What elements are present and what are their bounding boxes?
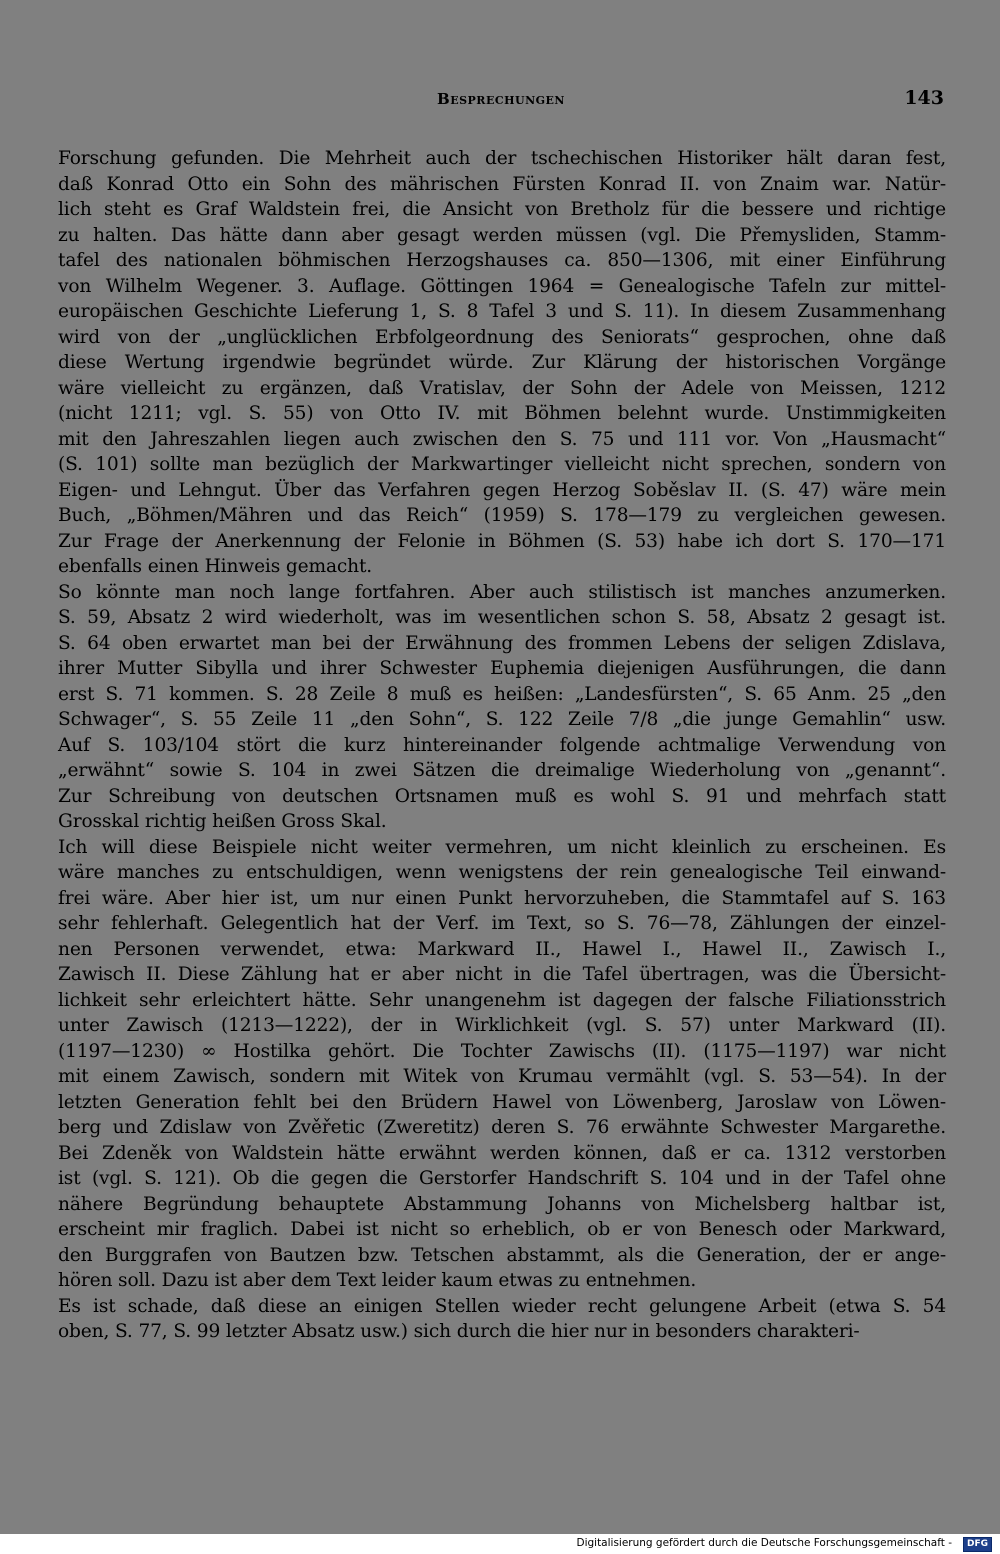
- paragraph: [58, 146, 946, 580]
- text-line: den Burggrafen von Bautzen bzw. Tetschen abstammt, als die Generation, der er ange-: [58, 1244, 946, 1266]
- text-line: (S. 101) sollte man bezüglich der Markwartinger vielleicht nicht sprechen, sondern von: [58, 454, 946, 475]
- text-line: „erwähnt“ sowie S. 104 in zwei Sätzen die dreimalige Wiederholung von „genannt“.: [58, 760, 946, 781]
- text-line: tafel des nationalen böhmischen Herzogshauses ca. 850—1306, mit einer Einführung: [58, 250, 946, 271]
- text-line: wäre manches zu entschuldigen, wenn wenigstens der rein genealogische Teil einwand-: [58, 862, 946, 883]
- text-line: erscheint mir fraglich. Dabei ist nicht so erheblich, ob er von Benesch oder Markward,: [58, 1219, 946, 1240]
- text-line: sehr fehlerhaft. Gelegentlich hat der Verf. im Text, so S. 76—78, Zählungen der einzel-: [58, 913, 946, 934]
- text-line: Zur Frage der Anerkennung der Felonie in Böhmen (S. 53) habe ich dort S. 170—171: [58, 530, 946, 552]
- text-line: erst S. 71 kommen. S. 28 Zeile 8 muß es heißen: „Landesfürsten“, S. 65 Anm. 25 „den: [58, 683, 946, 705]
- text-line: europäischen Geschichte Lieferung 1, S. 8 Tafel 3 und S. 11). In diesem Zusammenhang: [58, 301, 946, 322]
- text-line: Grosskal richtig heißen Gross Skal.: [58, 811, 387, 832]
- text-line: ebenfalls einen Hinweis gemacht.: [58, 556, 373, 577]
- text-line: letzten Generation fehlt bei den Brüdern Hawel von Löwenberg, Jaroslaw von Löwen-: [58, 1091, 946, 1113]
- text-line: Zur Schreibung von deutschen Ortsnamen muß es wohl S. 91 und mehrfach statt: [58, 785, 946, 807]
- text-line: ist (vgl. S. 121). Ob die gegen die Gerstorfer Handschrift S. 104 und in der Tafel ohne: [58, 1168, 946, 1189]
- text-line: hören soll. Dazu ist aber dem Text leider kaum etwas zu entnehmen.: [58, 1270, 697, 1291]
- text-line: Forschung gefunden. Die Mehrheit auch der tschechischen Historiker hält daran fest,: [58, 148, 946, 169]
- text-line: lich steht es Graf Waldstein frei, die Ansicht von Bretholz für die bessere und richtige: [58, 199, 946, 220]
- paragraph: [58, 1294, 946, 1345]
- text-line: wird von der „unglücklichen Erbfolgeordnung des Seniorats“ gesprochen, ohne daß: [58, 326, 946, 348]
- text-line: Schwager“, S. 55 Zeile 11 „den Sohn“, S. 122 Zeile 7/8 „die junge Gemahlin“ usw.: [58, 709, 946, 730]
- text-line: (nicht 1211; vgl. S. 55) von Otto IV. mit Böhmen belehnt wurde. Unstimmigkeiten: [58, 403, 946, 424]
- body-text: [58, 146, 946, 1345]
- text-line: Bei Zdeněk von Waldstein hätte erwähnt werden können, daß er ca. 1312 verstorben: [58, 1142, 946, 1164]
- page-header-title: Besprechungen: [437, 90, 565, 108]
- text-line: daß Konrad Otto ein Sohn des mährischen Fürsten Konrad II. von Znaim war. Natür-: [58, 173, 946, 195]
- text-line: lichkeit sehr erleichtert hätte. Sehr unangenehm ist dagegen der falsche Filiationsstrich: [58, 989, 946, 1011]
- text-line: mit einem Zawisch, sondern mit Witek von Krumau vermählt (vgl. S. 53—54). In der: [58, 1066, 946, 1087]
- text-line: diese Wertung irgendwie begründet würde. Zur Klärung der historischen Vorgänge: [58, 352, 946, 373]
- footer-bar: [0, 1534, 1000, 1554]
- text-line: Eigen- und Lehngut. Über das Verfahren gegen Herzog Soběslav II. (S. 47) wäre mein: [58, 479, 946, 501]
- text-line: oben, S. 77, S. 99 letzter Absatz usw.) sich durch die hier nur in besonders charakteri-: [58, 1321, 860, 1342]
- text-line: S. 64 oben erwartet man bei der Erwähnung des frommen Lebens der seligen Zdislava,: [58, 632, 946, 654]
- text-line: ihrer Mutter Sibylla und ihrer Schwester Euphemia diejenigen Ausführungen, die dann: [58, 658, 946, 679]
- text-line: So könnte man noch lange fortfahren. Aber auch stilistisch ist manches anzumerken.: [58, 581, 946, 603]
- text-line: Auf S. 103/104 stört die kurz hintereinander folgende achtmalige Verwendung von: [58, 734, 946, 756]
- text-line: S. 59, Absatz 2 wird wiederholt, was im wesentlichen schon S. 58, Absatz 2 gesagt ist.: [58, 607, 946, 628]
- text-line: frei wäre. Aber hier ist, um nur einen Punkt hervorzuheben, die Stammtafel auf S. 163: [58, 887, 946, 909]
- text-line: Buch, „Böhmen/Mähren und das Reich“ (1959) S. 178—179 zu vergleichen gewesen.: [58, 505, 946, 526]
- text-line: Es ist schade, daß diese an einigen Stellen wieder recht gelungene Arbeit (etwa S. 54: [58, 1295, 946, 1317]
- running-header: [58, 87, 944, 114]
- text-line: wäre vielleicht zu ergänzen, daß Vratislav, der Sohn der Adele von Meissen, 1212: [58, 377, 946, 399]
- dfg-logo: DFG: [963, 1537, 992, 1552]
- page-number: 143: [904, 87, 944, 109]
- text-line: zu halten. Das hätte dann aber gesagt werden müssen (vgl. Die Přemysliden, Stamm-: [58, 224, 946, 246]
- text-line: mit den Jahreszahlen liegen auch zwischen den S. 75 und 111 vor. Von „Hausmacht“: [58, 428, 946, 450]
- text-line: nen Personen verwendet, etwa: Markward II., Hawel I., Hawel II., Zawisch I.,: [58, 938, 946, 960]
- text-line: Zawisch II. Diese Zählung hat er aber nicht in die Tafel übertragen, was die Übersicht-: [58, 964, 946, 985]
- paragraph: [58, 580, 946, 835]
- text-line: nähere Begründung behauptete Abstammung Johanns von Michelsberg haltbar ist,: [58, 1193, 946, 1215]
- text-line: (1197—1230) ∞ Hostilka gehört. Die Tochter Zawischs (II). (1175—1197) war nicht: [58, 1040, 946, 1062]
- text-line: von Wilhelm Wegener. 3. Auflage. Göttingen 1964 = Genealogische Tafeln zur mittel-: [58, 275, 946, 297]
- text-line: unter Zawisch (1213—1222), der in Wirklichkeit (vgl. S. 57) unter Markward (II).: [58, 1015, 946, 1036]
- paragraph: [58, 835, 946, 1294]
- text-line: berg und Zdislaw von Zvěřetic (Zweretitz) deren S. 76 erwähnte Schwester Margarethe.: [58, 1117, 946, 1138]
- text-line: Ich will diese Beispiele nicht weiter vermehren, um nicht kleinlich zu erscheinen. Es: [58, 836, 946, 858]
- footer-credit: Digitalisierung gefördert durch die Deutsche Forschungsgemeinschaft -: [576, 1537, 952, 1549]
